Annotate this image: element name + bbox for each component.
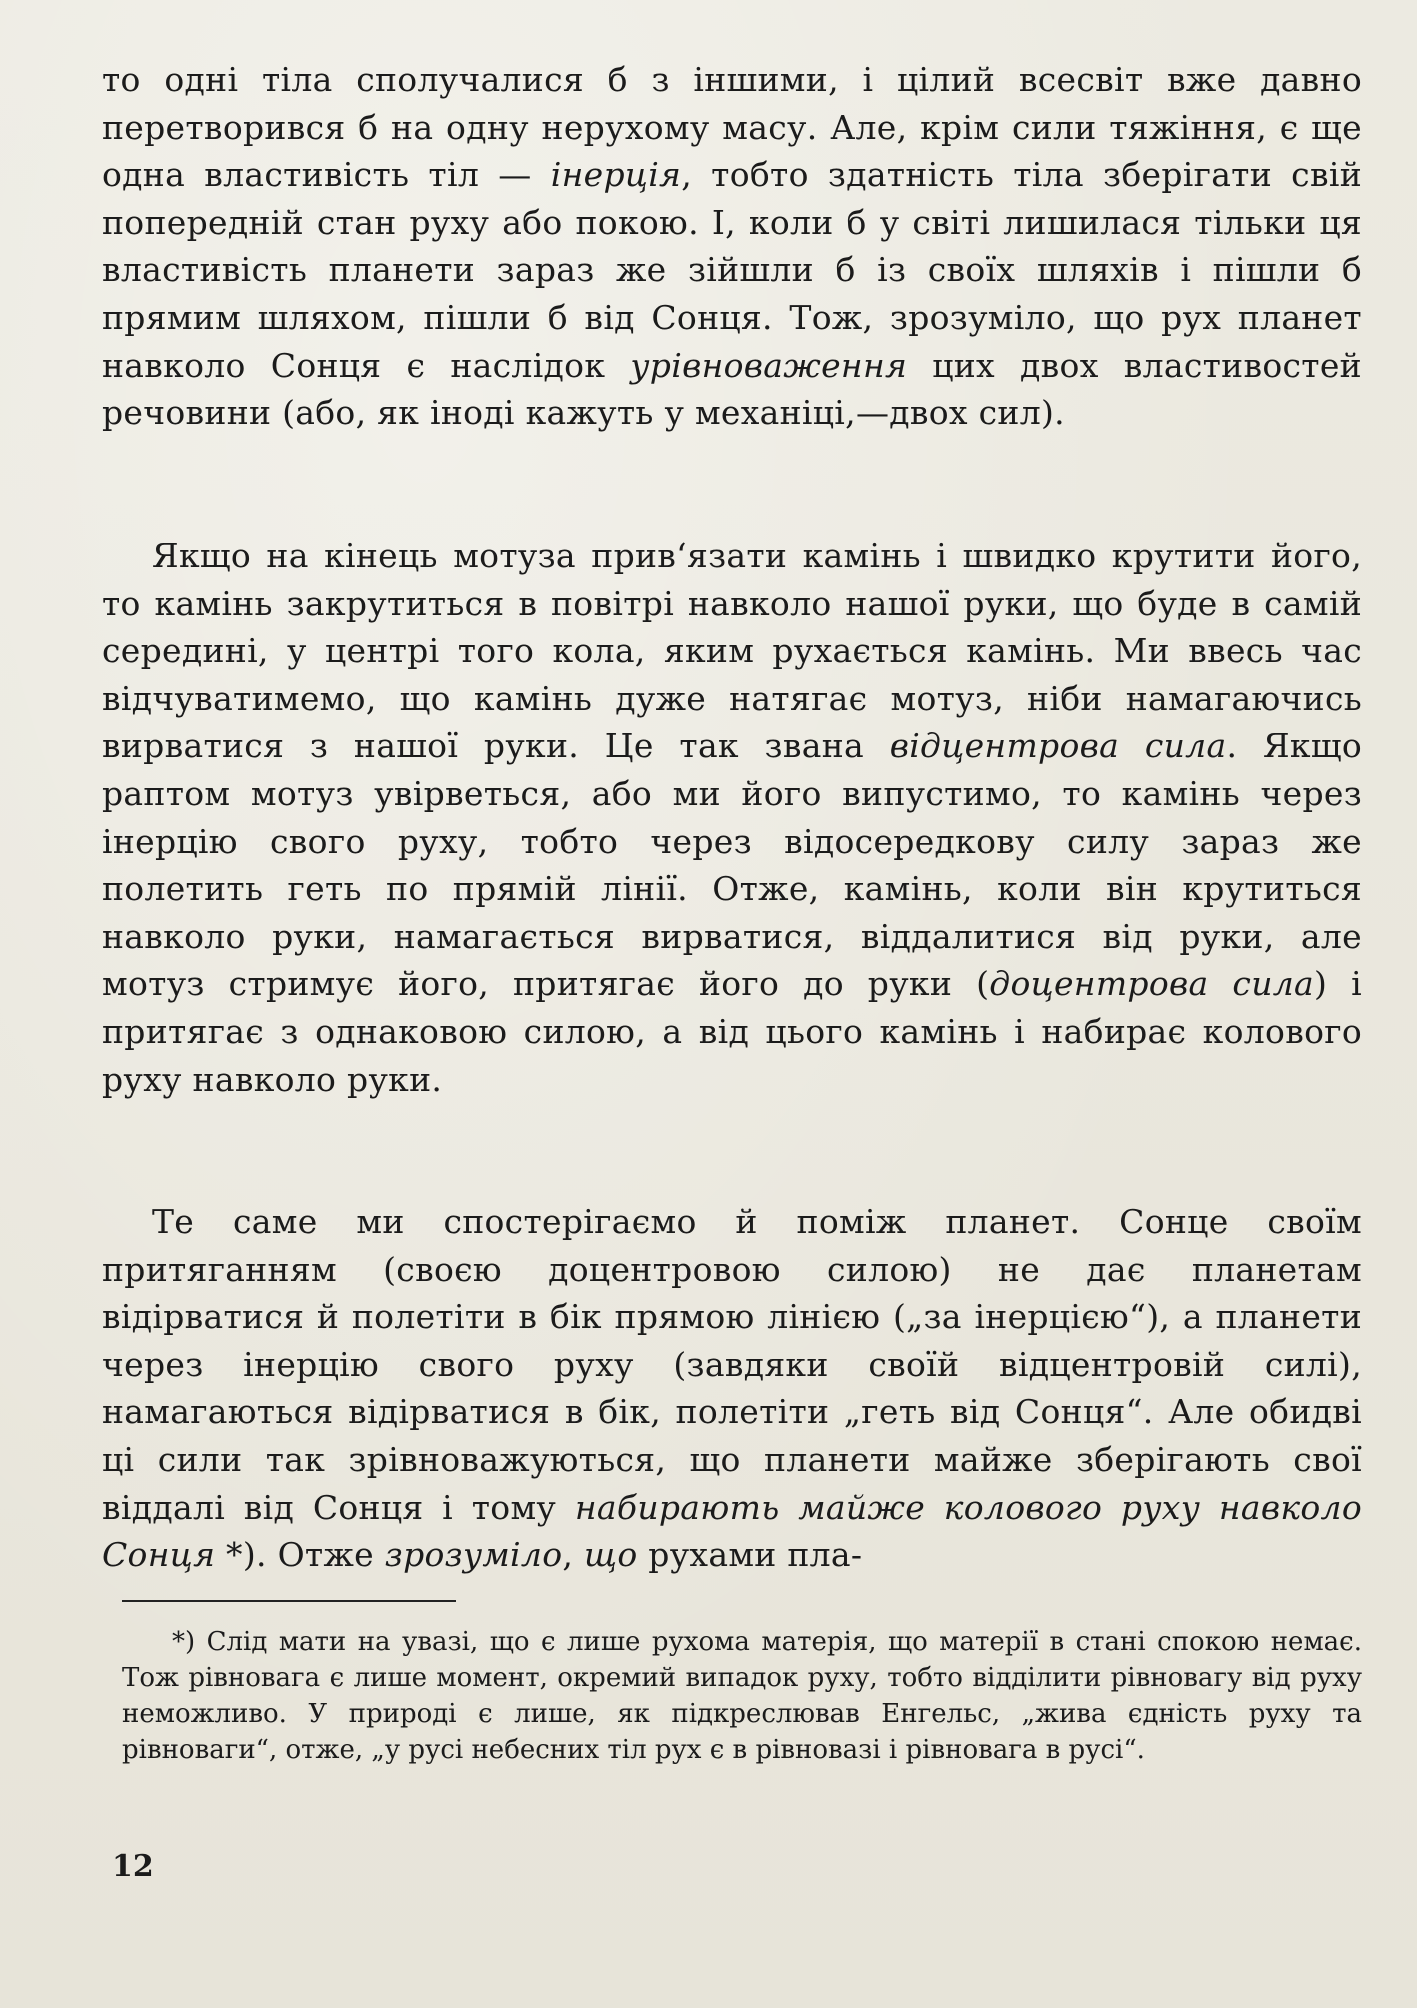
italic-run: інерція [550, 155, 682, 195]
main-text [102, 56, 1362, 1578]
italic-run: доцентрова сила [989, 964, 1315, 1004]
text-run: Якщо на кінець мотуза прив‘язати камінь і швидко крутити його, то камінь закрутиться в повітрі навколо нашої руки, що буде в самій середині, у центрі того кола, яким рухається камінь. Ми ввесь час відчуватимемо, що камінь дуже натягає мотуз, ніби намагаючись вирватися з нашої руки. Це так звана [102, 536, 1362, 766]
italic-run: зрозуміло [384, 1535, 563, 1575]
italic-run: урівноваження [630, 345, 908, 385]
text-run: ) і притягає з однаковою силою, а від цього камінь і набирає колового руху навколо руки. [102, 964, 1362, 1099]
page-number: 12 [112, 1849, 154, 1884]
text-run: то одні тіла сполучалися б з іншими, і цілий всесвіт вже давно перетворився б на одну нерухому масу. Але, крім сили тяжіння, є ще одна властивість тіл — [102, 60, 1362, 195]
footnote: *) Слід мати на увазі, що є лише рухома матерія, що матерії в стані спокою немає. Тож рівновага є лише момент, окремий випадок руху, тобто відділити рівновагу від руху неможливо. У природі є лише, як підкреслював Енгельс, „жива єдність руху та рівноваги“, отже, „у русі небесних тіл рух є в рівновазі і рівновага в русі“. [122, 1627, 1362, 1765]
text-run: , тобто здатність тіла зберігати свій попередній стан руху або покою. І, коли б у світі лишилася тільки ця властивість планети зараз же зійшли б із своїх шляхів і пішли б прямим шляхом, пішли б від Сонця. Тож, зрозуміло, що рух планет навколо Сонця є наслідок [102, 155, 1362, 385]
text-run: , [562, 1535, 584, 1575]
text-run: Те саме ми спостерігаємо й поміж планет. Сонце своїм притяганням (своєю доцентровою силою) не дає планетам відірватися й полетіти в бік прямою лінією („за інерцією“), а планети через інерцію свого руху (завдяки своїй відцентровій силі), намагаються відірватися в бік, полетіти „геть від Сонця“. Але обидві ці сили так зрівноважуються, що планети майже зберігають свої віддалі від Сонця і тому [102, 1202, 1362, 1527]
footnote-divider [122, 1600, 456, 1602]
italic-run: набирають майже колового руху навколо Сонця [102, 1487, 1363, 1575]
paragraph-3 [102, 1198, 1362, 1578]
text-run: . Якщо раптом мотуз увірветься, або ми його випустимо, то камінь через інерцію свого руху, тобто через відосередкову силу зараз же полетить геть по прямій лінії. Отже, камінь, коли він крутиться навколо руки, намагається вирватися, віддалитися від руки, але мотуз стримує його, притягає його до руки ( [102, 726, 1362, 1004]
paragraph-2 [102, 532, 1362, 1198]
text-run: цих двох властивостей речовини (або, як іноді кажуть у механіці,—двох сил). [102, 345, 1362, 433]
text-run: *). Отже [215, 1535, 385, 1575]
paragraph-1 [102, 56, 1362, 532]
italic-run: відцентрова сила [889, 726, 1227, 766]
italic-run: що [584, 1535, 638, 1575]
text-run: рухами пла- [637, 1535, 863, 1575]
